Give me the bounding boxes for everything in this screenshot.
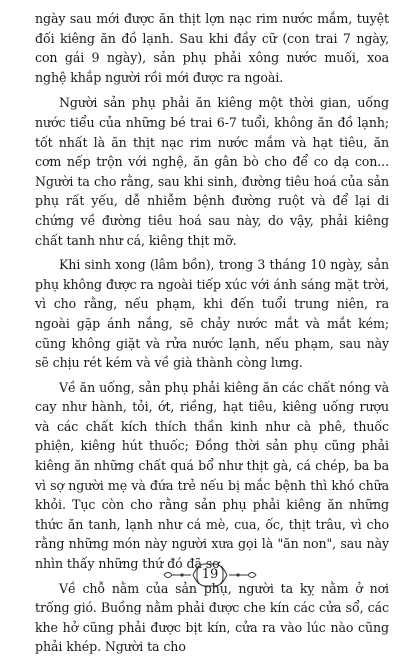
- paragraph-2: Người sản phụ phải ăn kiêng một thời gian, uống nước tiểu của những bé trai 6-7 tuổi, không ăn đồ lạnh; tốt nhất là ăn thịt nạc rim nước mắm và hạt tiêu, ăn cơm nếp trộn với nghệ, ăn gân bò cho để co dạ con... Người ta cho rằng, sau khi sinh, đường tiêu hoá của sản phụ rất yếu, dễ nhiễm bệnh đường ruột và để lại di chứng về đường tiêu hoá sau này, do vậy, phải kiêng chất tanh như cá, kiêng thịt mỡ.: [35, 95, 389, 248]
- page-number: 19: [201, 567, 219, 582]
- paragraph-4: Về ăn uống, sản phụ phải kiêng ăn các chất nóng và cay như hành, tỏi, ớt, riềng, hạt tiêu, kiêng uống rượu và các chất kích thích thần kinh như cà phê, thuốc phiện, kiêng hút thuốc; Đồng thời sản phụ cũng phải kiêng ăn những chất quá bổ như thịt gà, cá chép, ba ba vì sợ người mẹ và đứa trẻ nếu bị mắc bệnh thì khó chữa khỏi. Tục còn cho rằng sản phụ phải kiêng ăn những thức ăn tanh, lạnh như cá mè, cua, ốc, thịt trâu, vì cho rằng những món này người xưa gọi là "ăn non", sau này nhìn thấy những thứ đó đã sợ.: [35, 379, 389, 572]
- page-footer: [0, 560, 420, 590]
- paragraph-3: Khi sinh xong (lâm bồn), trong 3 tháng 10 ngày, sản phụ không được ra ngoài tiếp xúc với ánh sáng mặt trời, vì cho rằng, nếu phạm, khi đến tuổi trung niên, ra ngoài gặp ánh nắng, sẽ chảy nước mắt và mắt kém; cũng không giặt và rửa nước lạnh, nếu phạm, sau này sẽ chịu rét kém và về già thành còng lưng.: [35, 257, 389, 371]
- paragraph-1: ngày sau mới được ăn thịt lợn nạc rim nước mắm, tuyệt đối kiêng ăn đồ lạnh. Sau khi đầy cữ (con trai 7 ngày, con gái 9 ngày), sản phụ phải xông nước muối, xoa nghệ khắp người rồi mới được ra ngoài.: [35, 11, 389, 85]
- paragraph-5: Về chỗ nằm của sản phụ, người ta kỵ nằm ở nơi trống gió. Buồng nằm phải được che kín các cửa sổ, các khe hở cũng phải được bịt kín, cửa ra vào lúc nào cũng phải khép. Người ta cho: [35, 580, 389, 655]
